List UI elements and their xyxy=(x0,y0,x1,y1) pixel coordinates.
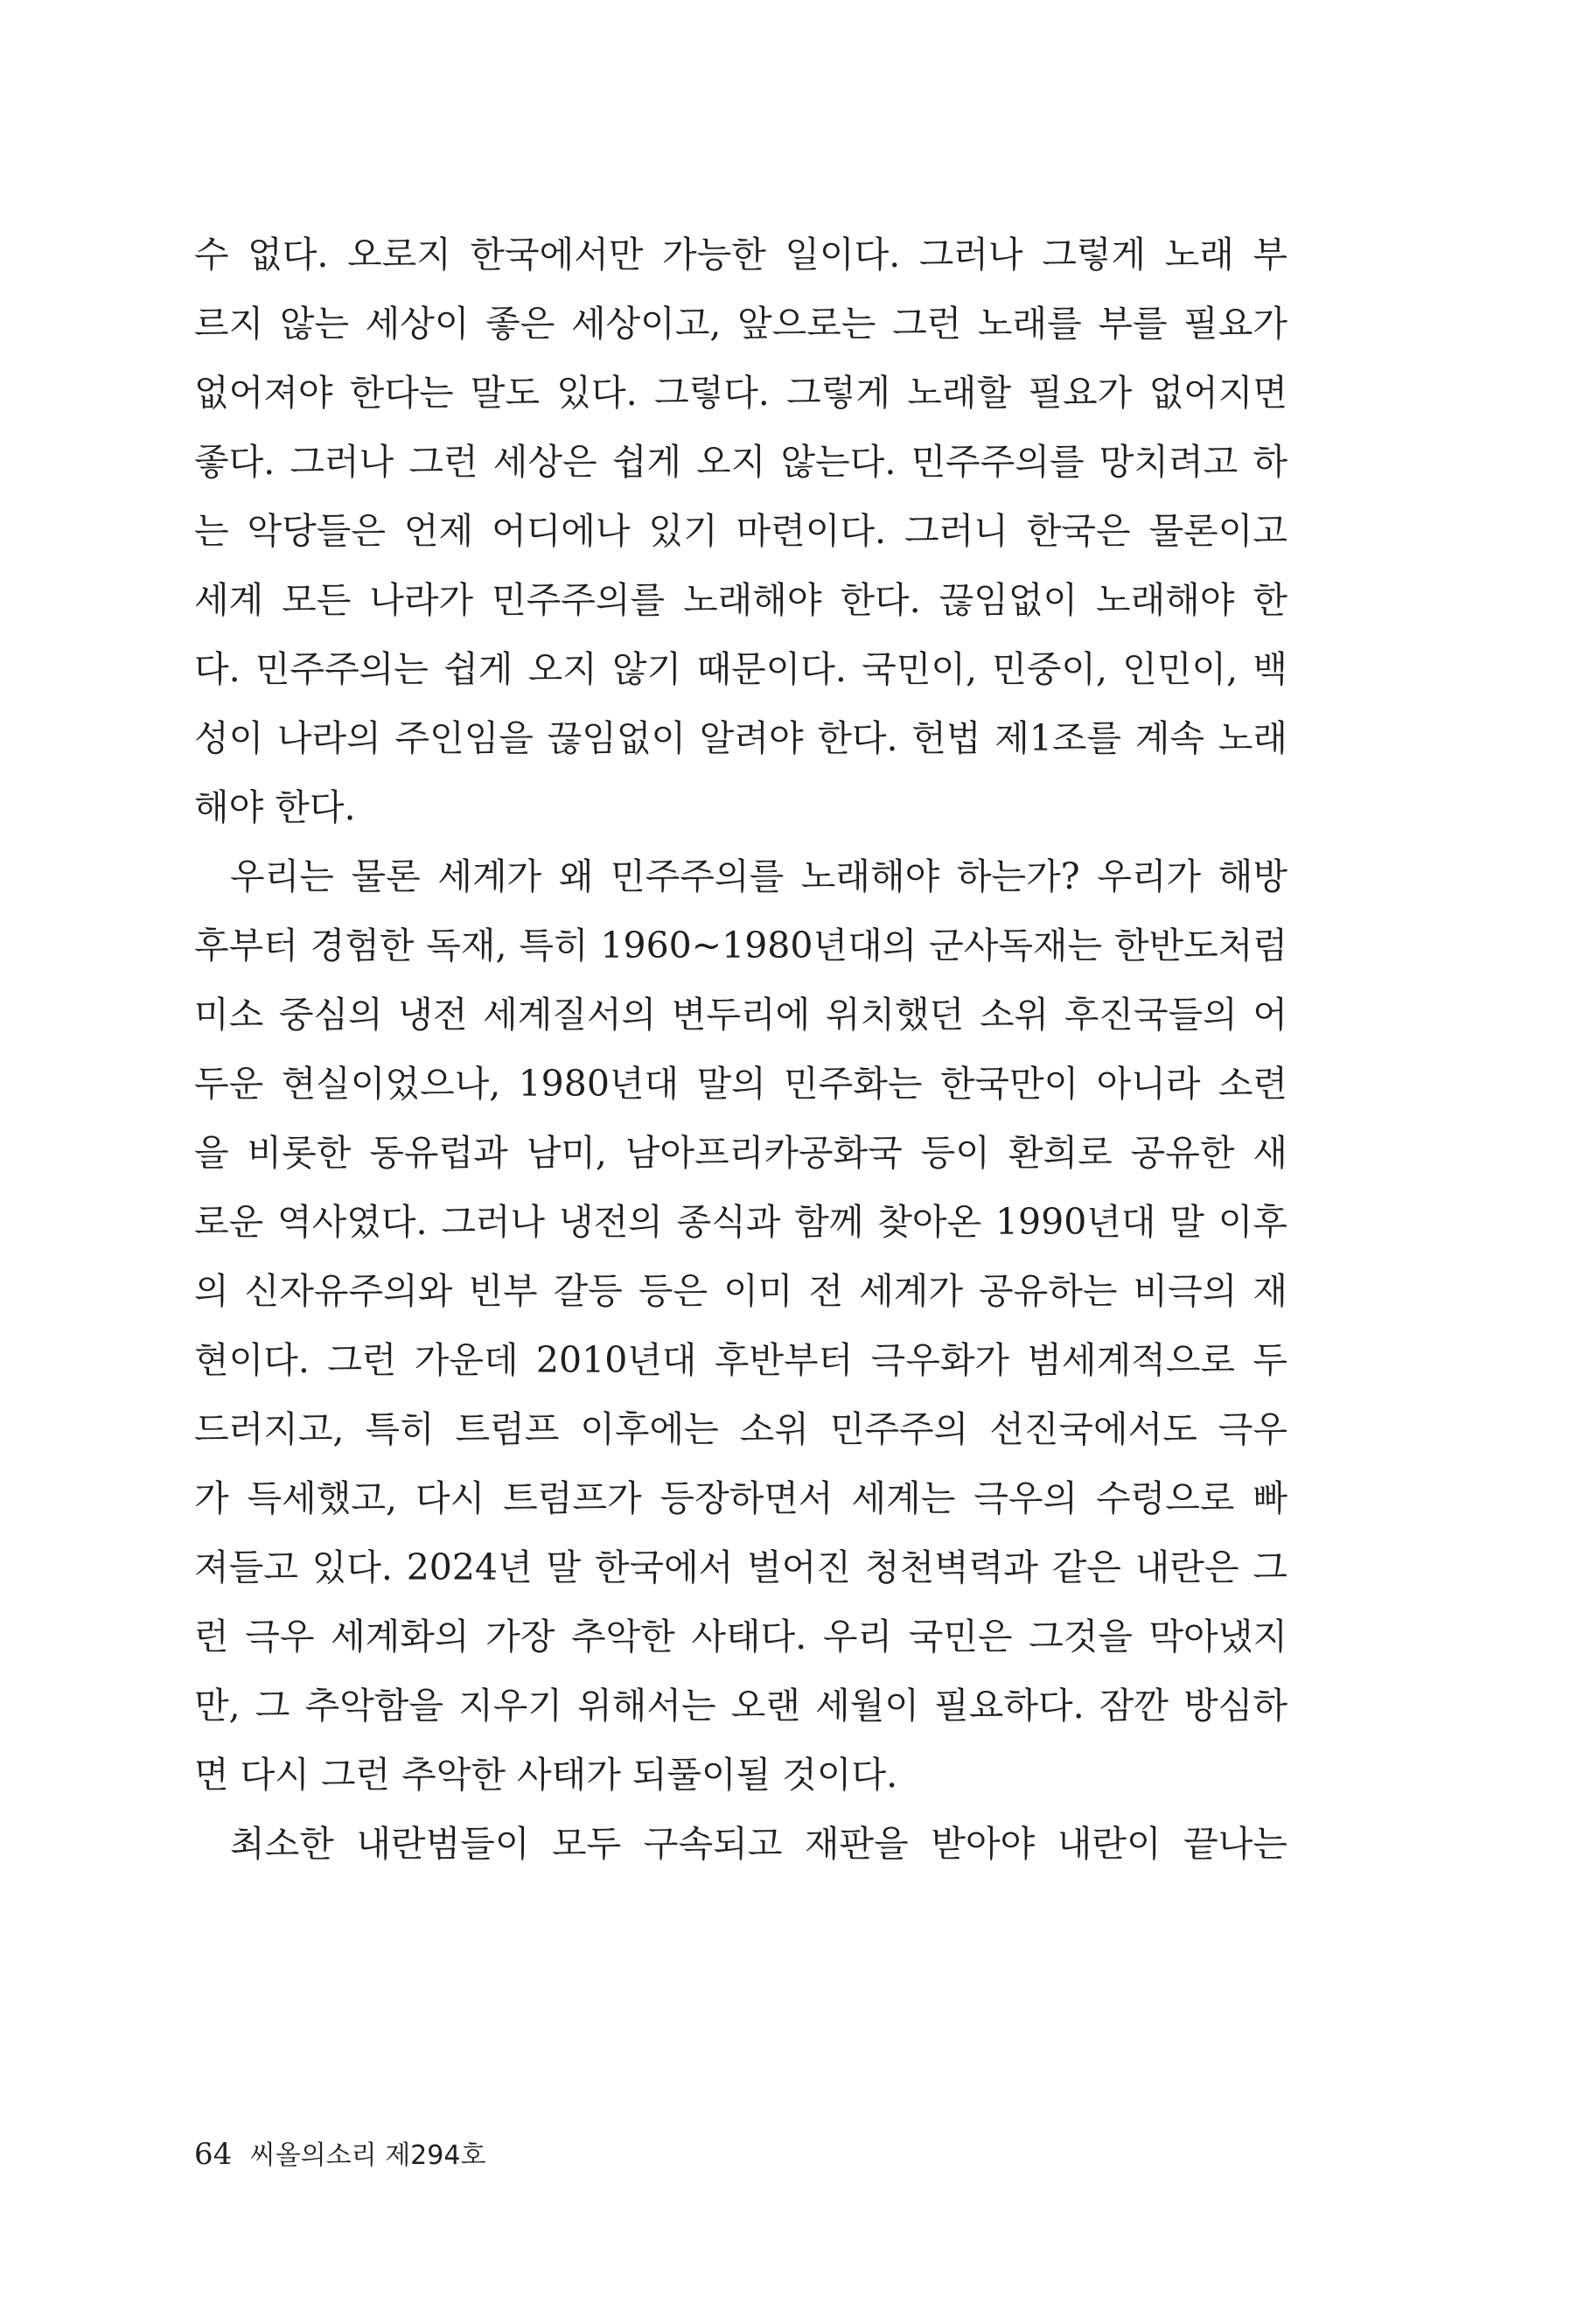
page-number: 64 xyxy=(194,2137,233,2172)
text-line: 만, 그 추악함을 지우기 위해서는 오랜 세월이 필요하다. 잠깐 방심하 xyxy=(194,1685,1287,1727)
text-line: 는 악당들은 언제 어디에나 있기 마련이다. 그러니 한국은 물론이고 xyxy=(194,510,1287,552)
text-line: 런 극우 세계화의 가장 추악한 사태다. 우리 국민은 그것을 막아냈지 xyxy=(194,1616,1287,1658)
page-footer xyxy=(194,2137,485,2174)
text-line: 져들고 있다. 2024년 말 한국에서 벌어진 청천벽력과 같은 내란은 그 xyxy=(194,1546,1287,1588)
text-line: 세계 모든 나라가 민주주의를 노래해야 한다. 끊임없이 노래해야 한 xyxy=(194,579,1287,621)
text-line: 현이다. 그런 가운데 2010년대 후반부터 극우화가 범세계적으로 두 xyxy=(194,1339,1287,1381)
body-text xyxy=(194,220,1287,1879)
text-line: 미소 중심의 냉전 세계질서의 변두리에 위치했던 소위 후진국들의 어 xyxy=(194,994,1287,1036)
text-line: 로운 역사였다. 그러나 냉전의 종식과 함께 찾아온 1990년대 말 이후 xyxy=(194,1201,1287,1243)
text-line: 두운 현실이었으나, 1980년대 말의 민주화는 한국만이 아니라 소련 xyxy=(194,1063,1287,1105)
text-line: 가 득세했고, 다시 트럼프가 등장하면서 세계는 극우의 수렁으로 빠 xyxy=(194,1477,1287,1519)
paragraph-first-line: 최소한 내란범들이 모두 구속되고 재판을 받아야 내란이 끝나는 xyxy=(230,1823,1287,1865)
text-line: 없어져야 한다는 말도 있다. 그렇다. 그렇게 노래할 필요가 없어지면 xyxy=(194,372,1287,414)
paragraph-first-line: 우리는 물론 세계가 왜 민주주의를 노래해야 하는가? 우리가 해방 xyxy=(230,855,1287,897)
text-line: 성이 나라의 주인임을 끊임없이 알려야 한다. 헌법 제1조를 계속 노래 xyxy=(194,717,1287,759)
text-line: 을 비롯한 동유럽과 남미, 남아프리카공화국 등이 환희로 공유한 새 xyxy=(194,1132,1287,1174)
text-line: 의 신자유주의와 빈부 갈등 등은 이미 전 세계가 공유하는 비극의 재 xyxy=(194,1270,1287,1312)
text-line: 수 없다. 오로지 한국에서만 가능한 일이다. 그러나 그렇게 노래 부 xyxy=(194,234,1287,276)
text-line: 좋다. 그러나 그런 세상은 쉽게 오지 않는다. 민주주의를 망치려고 하 xyxy=(194,441,1287,483)
text-line: 면 다시 그런 추악한 사태가 되풀이될 것이다. xyxy=(194,1754,898,1796)
text-line: 후부터 경험한 독재, 특히 1960~1980년대의 군사독재는 한반도처럼 xyxy=(194,925,1287,967)
text-line: 해야 한다. xyxy=(194,786,356,828)
text-line: 다. 민주주의는 쉽게 오지 않기 때문이다. 국민이, 민중이, 인민이, 백 xyxy=(194,648,1287,690)
publication-title: 씨올의소리 제294호 xyxy=(249,2140,486,2171)
text-line: 르지 않는 세상이 좋은 세상이고, 앞으로는 그런 노래를 부를 필요가 xyxy=(194,303,1287,345)
text-line: 드러지고, 특히 트럼프 이후에는 소위 민주주의 선진국에서도 극우 xyxy=(194,1408,1287,1450)
